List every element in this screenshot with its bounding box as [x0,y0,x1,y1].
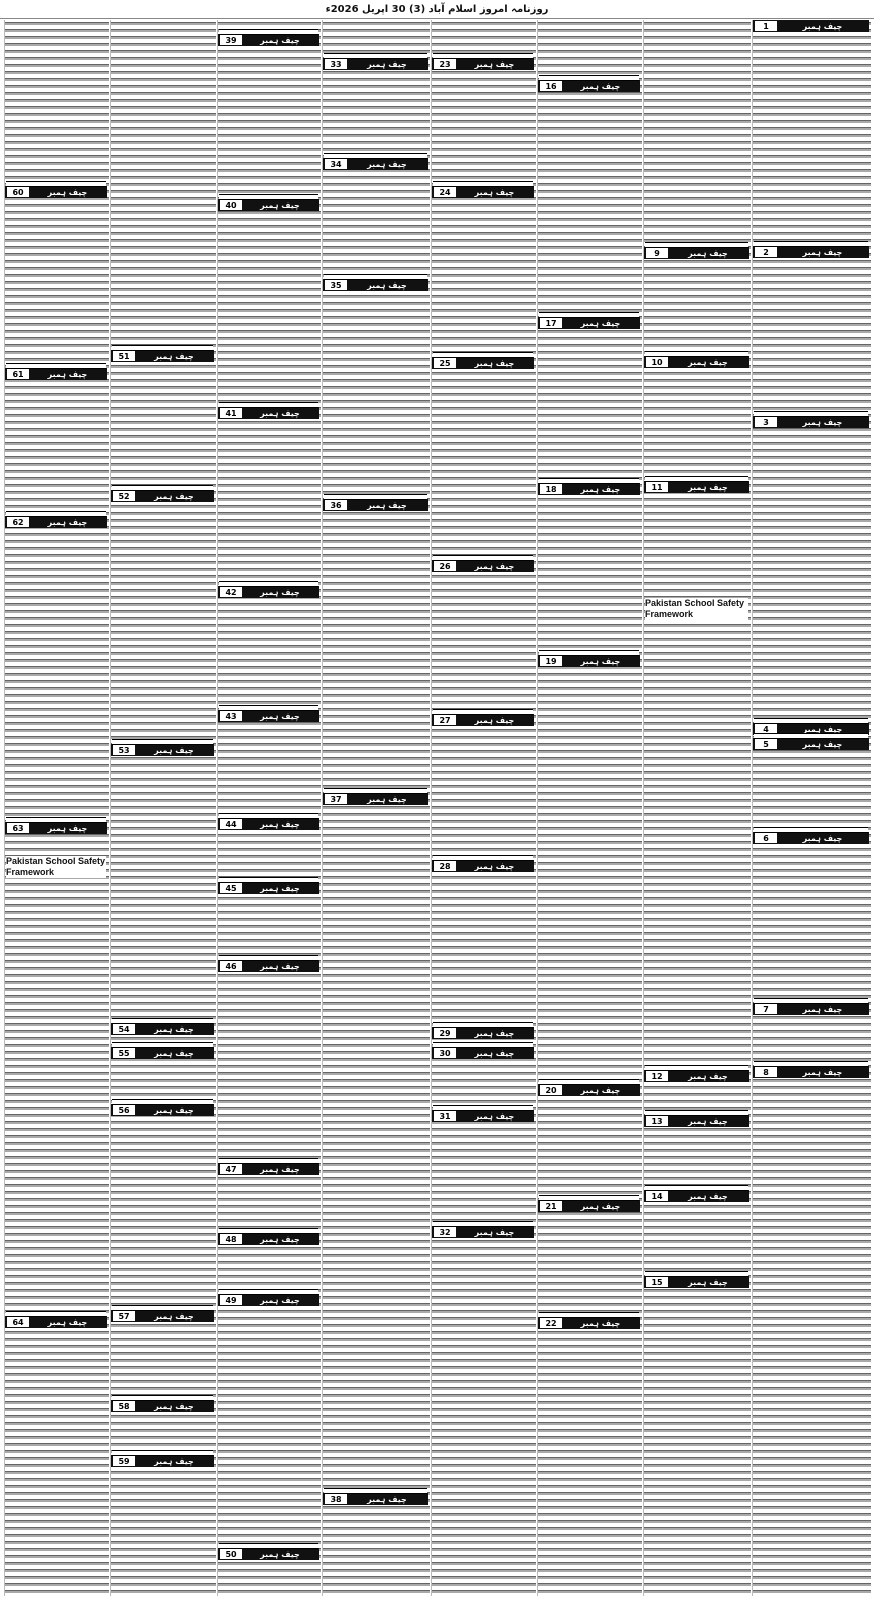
article-separator [219,813,318,819]
article-separator [6,511,106,517]
article-separator [539,650,639,656]
article-separator [539,75,639,81]
section-header-17 [538,317,640,329]
section-number-badge: 34 [324,158,348,170]
article-separator [112,1450,213,1456]
section-label: چیف ہمبر [260,35,300,45]
section-label: چیف ہمبر [474,1111,515,1121]
section-number-badge: 23 [433,58,457,70]
english-snippet-line-1: Pakistan School Safety [645,598,745,608]
section-label: چیف ہمبر [154,1401,194,1411]
section-label: چیف ہمبر [802,21,843,31]
section-header-53 [111,744,214,756]
article-separator [219,1543,318,1549]
section-number-badge: 38 [324,1493,348,1505]
section-number-badge: 22 [539,1317,563,1329]
section-label: چیف ہمبر [367,159,407,169]
section-header-2 [753,246,869,258]
section-label: چیف ہمبر [688,1191,728,1201]
section-header-57 [111,1310,214,1322]
article-separator [219,194,318,200]
article-separator [112,345,213,351]
article-separator [6,1311,106,1317]
section-label: چیف ہمبر [154,1456,194,1466]
section-number-badge: 28 [433,860,457,872]
section-number-badge: 51 [112,350,136,362]
article-separator [324,494,427,500]
section-header-19 [538,655,640,667]
section-number-badge: 55 [112,1047,136,1059]
section-label: چیف ہمبر [474,1227,515,1237]
section-number-badge: 5 [754,738,778,750]
section-number-badge: 11 [645,481,669,493]
article-separator [112,1099,213,1105]
section-header-1 [753,20,869,32]
section-label: چیف ہمبر [474,1028,515,1038]
article-separator [112,1395,213,1401]
section-header-26 [432,560,534,572]
section-label: چیف ہمبر [260,819,300,829]
section-number-badge: 17 [539,317,563,329]
section-number-badge: 1 [754,20,778,32]
section-label: چیف ہمبر [47,517,88,527]
article-separator [754,733,868,739]
section-label: چیف ہمبر [474,1048,515,1058]
section-header-50 [218,1548,319,1560]
section-number-badge: 50 [219,1548,243,1560]
section-label: چیف ہمبر [802,724,843,734]
section-number-badge: 18 [539,483,563,495]
article-separator [754,411,868,417]
article-separator [754,718,868,724]
article-separator [539,312,639,318]
section-header-10 [644,356,749,368]
section-label: چیف ہمبر [260,1549,300,1559]
article-separator [754,998,868,1004]
article-separator [219,1289,318,1295]
article-separator [219,955,318,961]
section-header-28 [432,860,534,872]
section-number-badge: 53 [112,744,136,756]
section-header-52 [111,490,214,502]
section-number-badge: 14 [645,1190,669,1202]
section-header-14 [644,1190,749,1202]
section-label: چیف ہمبر [802,417,843,427]
section-number-badge: 31 [433,1110,457,1122]
section-header-54 [111,1023,214,1035]
section-label: چیف ہمبر [580,81,621,91]
section-number-badge: 43 [219,710,243,722]
article-separator [433,555,533,561]
section-number-badge: 42 [219,586,243,598]
article-separator [433,181,533,187]
english-snippet-line-2: Framework [645,609,694,619]
section-number-badge: 45 [219,882,243,894]
section-header-48 [218,1233,319,1245]
section-header-24 [432,186,534,198]
section-header-58 [111,1400,214,1412]
section-number-badge: 54 [112,1023,136,1035]
section-number-badge: 3 [754,416,778,428]
section-label: چیف ہمبر [688,248,728,258]
section-number-badge: 12 [645,1070,669,1082]
section-label: چیف ہمبر [154,491,194,501]
section-label: چیف ہمبر [580,318,621,328]
section-label: چیف ہمبر [474,861,515,871]
article-separator [219,29,318,35]
section-header-47 [218,1163,319,1175]
section-number-badge: 44 [219,818,243,830]
section-number-badge: 40 [219,199,243,211]
section-label: چیف ہمبر [802,739,843,749]
section-label: چیف ہمبر [802,1067,843,1077]
section-header-23 [432,58,534,70]
section-header-33 [323,58,428,70]
article-separator [645,1065,748,1071]
article-separator [219,877,318,883]
article-separator [539,1312,639,1318]
section-header-42 [218,586,319,598]
section-label: چیف ہمبر [260,1234,300,1244]
section-label: چیف ہمبر [688,1116,728,1126]
section-label: چیف ہمبر [802,247,843,257]
section-header-5 [753,738,869,750]
section-label: چیف ہمبر [580,484,621,494]
section-label: چیف ہمبر [474,358,515,368]
article-separator [112,1042,213,1048]
english-snippet-pakistan-school-safety [645,598,748,620]
section-number-badge: 26 [433,560,457,572]
section-number-badge: 7 [754,1003,778,1015]
section-number-badge: 49 [219,1294,243,1306]
section-header-25 [432,357,534,369]
section-label: چیف ہمبر [580,656,621,666]
section-header-39 [218,34,319,46]
section-number-badge: 32 [433,1226,457,1238]
section-number-badge: 62 [6,516,30,528]
section-header-34 [323,158,428,170]
article-separator [6,817,106,823]
section-header-8 [753,1066,869,1078]
section-label: چیف ہمبر [688,1071,728,1081]
section-label: چیف ہمبر [474,715,515,725]
article-separator [645,1271,748,1277]
article-separator [112,1018,213,1024]
article-separator [324,788,427,794]
section-number-badge: 9 [645,247,669,259]
section-number-badge: 30 [433,1047,457,1059]
article-separator [219,705,318,711]
section-number-badge: 33 [324,58,348,70]
section-label: چیف ہمبر [580,1201,621,1211]
article-separator [433,855,533,861]
section-label: چیف ہمبر [580,1318,621,1328]
section-label: چیف ہمبر [47,1317,88,1327]
masthead-dateline: روزنامہ امروز اسلام آباد (3) 30 اپریل 2026ء [0,0,874,19]
section-number-badge: 8 [754,1066,778,1078]
article-separator [433,1105,533,1111]
section-number-badge: 63 [6,822,30,834]
section-header-44 [218,818,319,830]
section-header-35 [323,279,428,291]
section-header-51 [111,350,214,362]
section-label: چیف ہمبر [154,1048,194,1058]
section-number-badge: 41 [219,407,243,419]
section-label: چیف ہمبر [260,587,300,597]
section-label: چیف ہمبر [47,823,88,833]
section-header-40 [218,199,319,211]
section-number-badge: 56 [112,1104,136,1116]
section-label: چیف ہمبر [154,745,194,755]
section-number-badge: 13 [645,1115,669,1127]
section-number-badge: 21 [539,1200,563,1212]
section-label: چیف ہمبر [260,1295,300,1305]
section-number-badge: 48 [219,1233,243,1245]
section-number-badge: 60 [6,186,30,198]
section-label: چیف ہمبر [367,280,407,290]
section-number-badge: 61 [6,368,30,380]
section-number-badge: 35 [324,279,348,291]
article-separator [112,485,213,491]
section-header-11 [644,481,749,493]
section-label: چیف ہمبر [154,1024,194,1034]
section-header-38 [323,1493,428,1505]
section-header-63 [5,822,107,834]
section-header-55 [111,1047,214,1059]
section-header-18 [538,483,640,495]
article-separator [645,242,748,248]
section-label: چیف ہمبر [802,833,843,843]
article-separator [754,827,868,833]
section-number-badge: 10 [645,356,669,368]
section-header-37 [323,793,428,805]
section-label: چیف ہمبر [47,369,88,379]
article-separator [219,581,318,587]
article-separator [539,1195,639,1201]
article-separator [539,478,639,484]
article-separator [219,402,318,408]
section-number-badge: 39 [219,34,243,46]
section-number-badge: 47 [219,1163,243,1175]
section-header-21 [538,1200,640,1212]
section-number-badge: 24 [433,186,457,198]
section-number-badge: 58 [112,1400,136,1412]
section-header-46 [218,960,319,972]
article-separator [433,53,533,59]
section-label: چیف ہمبر [154,1311,194,1321]
section-number-badge: 19 [539,655,563,667]
section-number-badge: 25 [433,357,457,369]
section-header-31 [432,1110,534,1122]
section-header-41 [218,407,319,419]
section-number-badge: 57 [112,1310,136,1322]
section-header-59 [111,1455,214,1467]
article-separator [645,1185,748,1191]
article-separator [433,709,533,715]
section-number-badge: 20 [539,1084,563,1096]
section-header-43 [218,710,319,722]
article-separator [645,1110,748,1116]
section-header-62 [5,516,107,528]
article-separator [754,241,868,247]
section-label: چیف ہمبر [367,794,407,804]
section-header-27 [432,714,534,726]
section-label: چیف ہمبر [367,500,407,510]
article-separator [6,363,106,369]
section-label: چیف ہمبر [367,59,407,69]
article-separator [324,53,427,59]
section-number-badge: 6 [754,832,778,844]
section-label: چیف ہمبر [580,1085,621,1095]
section-number-badge: 15 [645,1276,669,1288]
article-separator [645,476,748,482]
section-header-7 [753,1003,869,1015]
section-header-60 [5,186,107,198]
section-header-6 [753,832,869,844]
section-header-36 [323,499,428,511]
section-number-badge: 27 [433,714,457,726]
section-number-badge: 64 [6,1316,30,1328]
section-label: چیف ہمبر [474,187,515,197]
article-separator [324,1488,427,1494]
section-number-badge: 29 [433,1027,457,1039]
section-header-61 [5,368,107,380]
section-label: چیف ہمبر [474,561,515,571]
article-separator [219,1158,318,1164]
section-label: چیف ہمبر [154,351,194,361]
article-separator [219,1228,318,1234]
section-header-3 [753,416,869,428]
article-separator [433,1022,533,1028]
article-separator [6,181,106,187]
section-label: چیف ہمبر [260,961,300,971]
english-snippet-pakistan-school-safety [6,856,106,878]
section-label: چیف ہمبر [260,1164,300,1174]
article-separator [112,739,213,745]
section-number-badge: 16 [539,80,563,92]
article-separator [645,351,748,357]
section-label: چیف ہمبر [154,1105,194,1115]
article-separator [433,1042,533,1048]
article-separator [539,1079,639,1085]
section-header-56 [111,1104,214,1116]
section-header-9 [644,247,749,259]
section-number-badge: 2 [754,246,778,258]
section-overlay [4,20,870,1596]
section-header-22 [538,1317,640,1329]
section-label: چیف ہمبر [260,408,300,418]
section-label: چیف ہمبر [474,59,515,69]
section-label: چیف ہمبر [688,482,728,492]
article-separator [324,153,427,159]
section-label: چیف ہمبر [802,1004,843,1014]
section-header-15 [644,1276,749,1288]
article-separator [112,1305,213,1311]
section-header-49 [218,1294,319,1306]
section-label: چیف ہمبر [47,187,88,197]
section-header-45 [218,882,319,894]
section-number-badge: 4 [754,723,778,735]
article-separator [754,1061,868,1067]
section-number-badge: 59 [112,1455,136,1467]
section-header-64 [5,1316,107,1328]
section-header-29 [432,1027,534,1039]
english-snippet-line-1: Pakistan School Safety [6,856,106,866]
article-separator [324,274,427,280]
section-label: چیف ہمبر [260,883,300,893]
section-header-16 [538,80,640,92]
section-header-13 [644,1115,749,1127]
section-header-30 [432,1047,534,1059]
section-number-badge: 46 [219,960,243,972]
section-header-12 [644,1070,749,1082]
article-separator [433,352,533,358]
section-number-badge: 36 [324,499,348,511]
section-number-badge: 37 [324,793,348,805]
section-label: چیف ہمبر [260,200,300,210]
section-header-20 [538,1084,640,1096]
section-number-badge: 52 [112,490,136,502]
section-label: چیف ہمبر [260,711,300,721]
section-header-32 [432,1226,534,1238]
section-label: چیف ہمبر [688,357,728,367]
english-snippet-line-2: Framework [6,867,55,877]
section-label: چیف ہمبر [367,1494,407,1504]
article-separator [433,1221,533,1227]
section-label: چیف ہمبر [688,1277,728,1287]
